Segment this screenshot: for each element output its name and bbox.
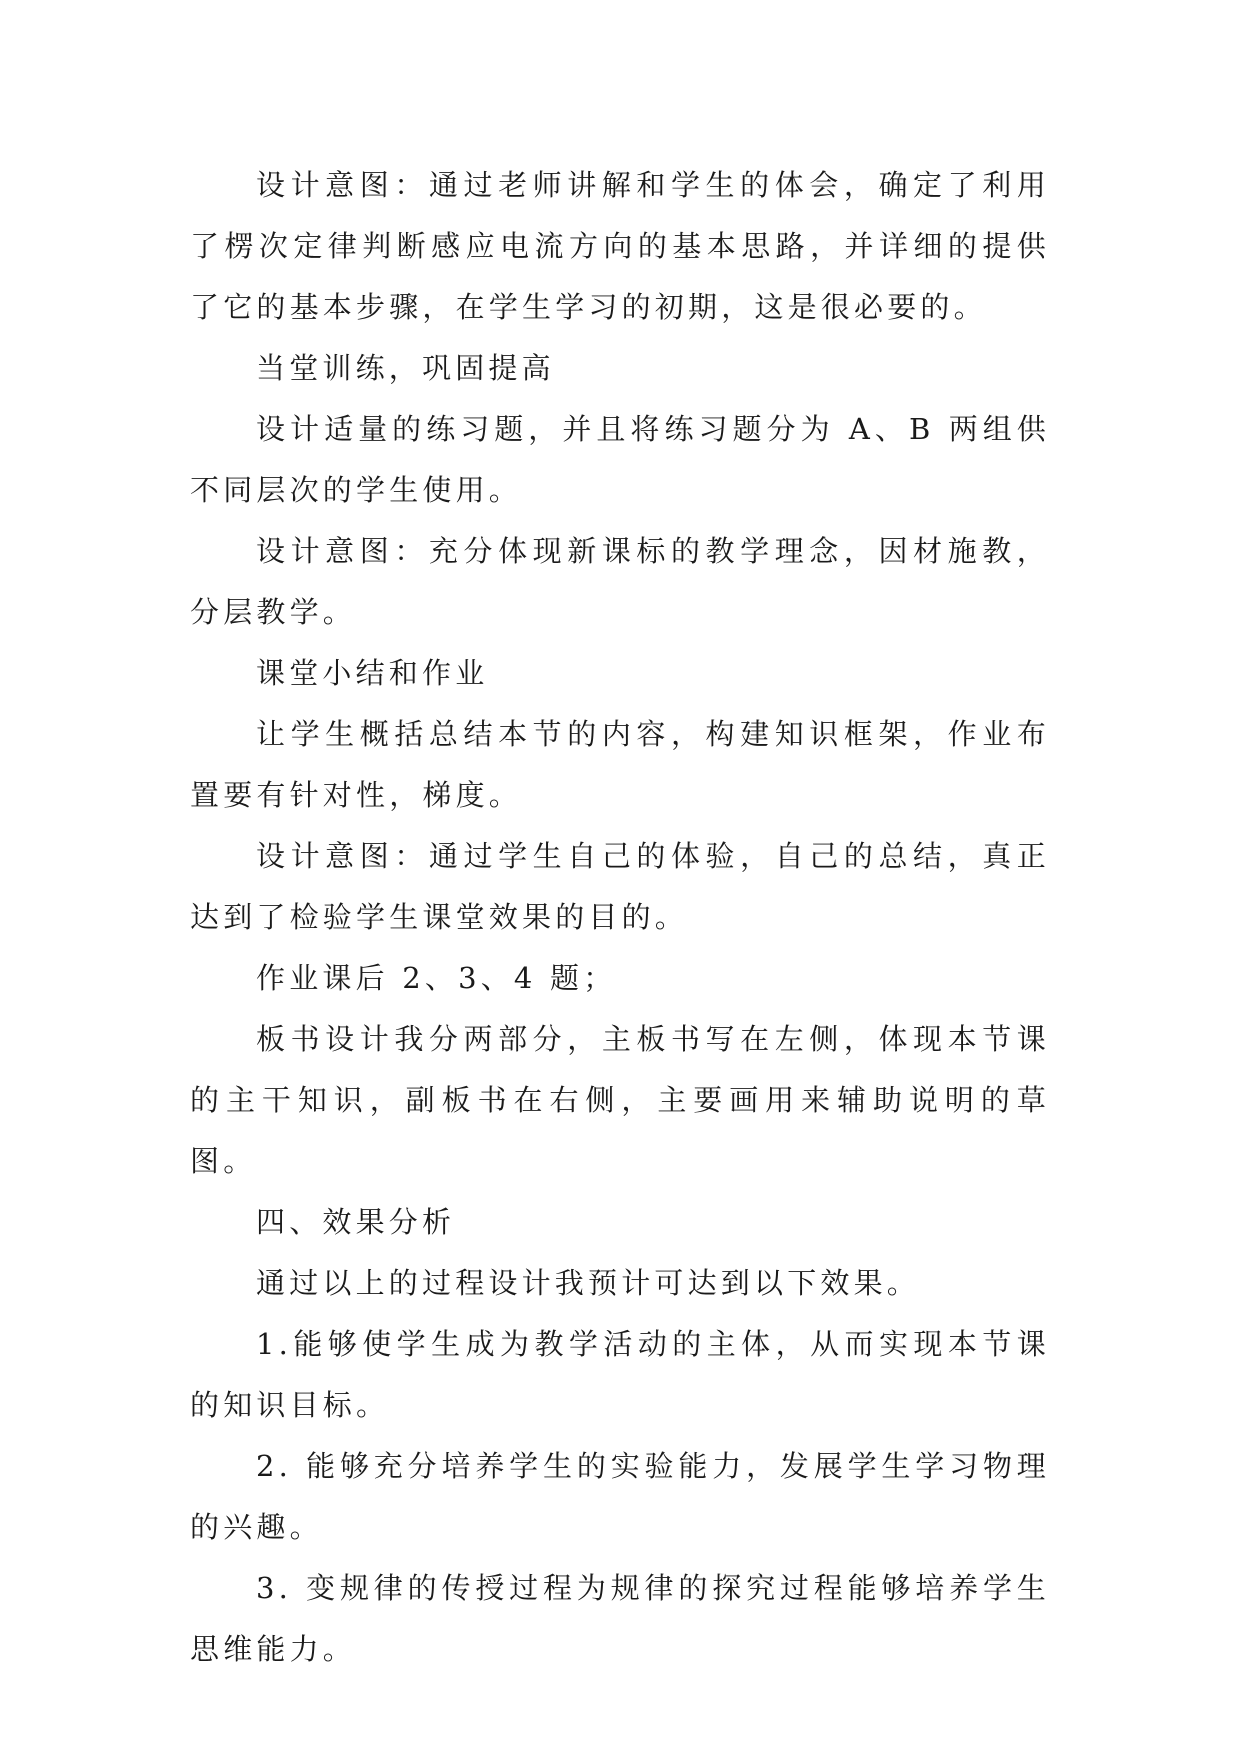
paragraph-summary: 让学生概括总结本节的内容，构建知识框架，作业布置要有针对性，梯度。 (190, 717, 1050, 812)
paragraph-expected-effect: 通过以上的过程设计我预计可达到以下效果。 (256, 1266, 921, 1300)
heading-effect-analysis: 四、效果分析 (256, 1205, 456, 1239)
paragraph-homework: 作业课后 2、3、4 题； (256, 961, 617, 995)
document-body (190, 155, 1050, 1680)
paragraph-blackboard-design: 板书设计我分两部分，主板书写在左侧，体现本节课的主干知识，副板书在右侧，主要画用来辅助说明的草图。 (190, 1022, 1050, 1178)
paragraph-design-intent-3: 设计意图：通过学生自己的体验，自己的总结，真正达到了检验学生课堂效果的目的。 (190, 839, 1050, 934)
heading-summary-homework: 课堂小结和作业 (256, 656, 489, 690)
paragraph-design-intent-1: 设计意图：通过老师讲解和学生的体会，确定了利用了楞次定律判断感应电流方向的基本思路，并详细的提供了它的基本步骤，在学生学习的初期，这是很必要的。 (190, 168, 1050, 324)
paragraph-design-intent-2: 设计意图：充分体现新课标的教学理念，因材施教，分层教学。 (190, 534, 1050, 629)
heading-classroom-training: 当堂训练，巩固提高 (256, 351, 555, 385)
list-item-3: 3. 变规律的传授过程为规律的探究过程能够培养学生思维能力。 (190, 1571, 1050, 1666)
list-item-2: 2. 能够充分培养学生的实验能力，发展学生学习物理的兴趣。 (190, 1449, 1050, 1544)
paragraph-exercises: 设计适量的练习题，并且将练习题分为 A、B 两组供不同层次的学生使用。 (190, 412, 1050, 507)
list-item-1: 1.能够使学生成为教学活动的主体，从而实现本节课的知识目标。 (190, 1327, 1050, 1422)
